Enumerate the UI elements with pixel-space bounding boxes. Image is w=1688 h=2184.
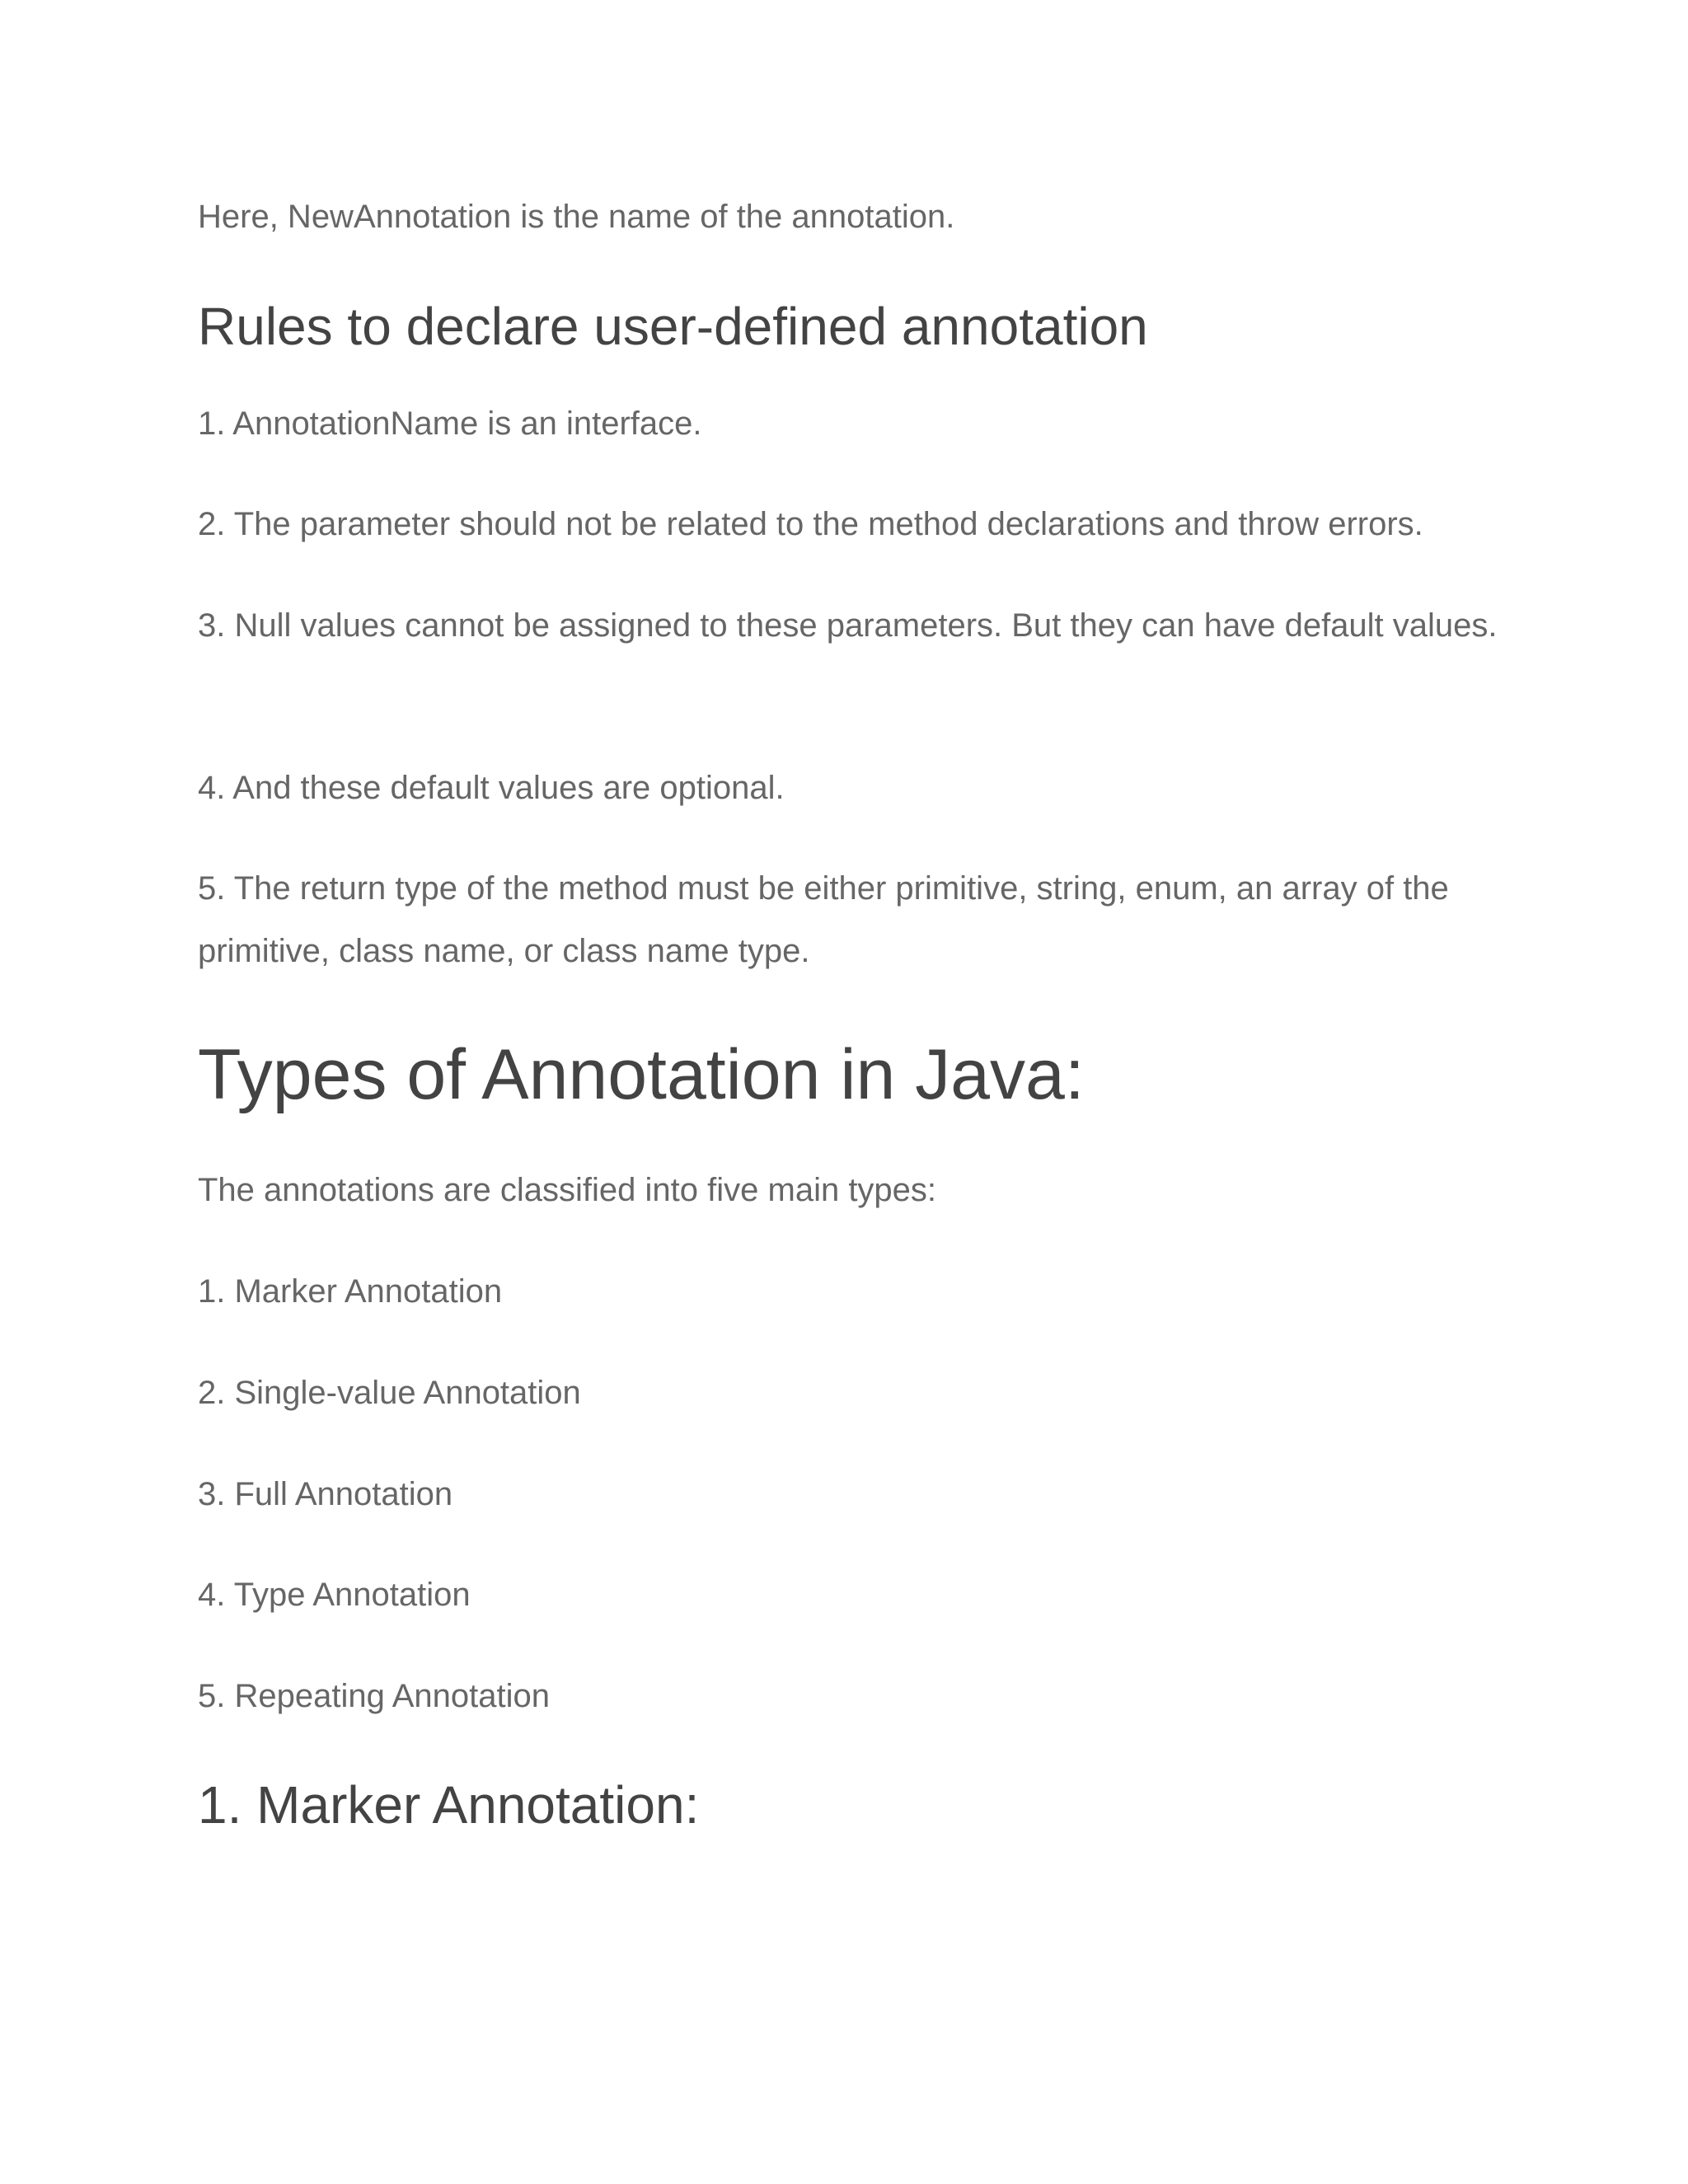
- rules-item-3: 3. Null values cannot be assigned to these parameters. But they can have default values.: [198, 607, 1498, 644]
- types-heading: Types of Annotation in Java:: [198, 1035, 1085, 1114]
- types-item-4: 4. Type Annotation: [198, 1577, 471, 1613]
- rules-item-2: 2. The parameter should not be related to the method declarations and throw errors.: [198, 506, 1423, 542]
- types-item-5: 5. Repeating Annotation: [198, 1678, 551, 1714]
- types-item-1: 1. Marker Annotation: [198, 1273, 503, 1310]
- rules-heading: Rules to declare user-defined annotation: [198, 297, 1148, 356]
- marker-annotation-heading: 1. Marker Annotation:: [198, 1775, 700, 1835]
- rules-item-1: 1. AnnotationName is an interface.: [198, 405, 702, 442]
- types-item-3: 3. Full Annotation: [198, 1476, 453, 1512]
- rules-item-5: 5. The return type of the method must be either primitive, string, enum, an array of the primitive, class name, or class name type.: [198, 870, 1449, 969]
- rules-item-4: 4. And these default values are optional.: [198, 770, 785, 806]
- types-item-2: 2. Single-value Annotation: [198, 1375, 581, 1411]
- types-intro: The annotations are classified into five main types:: [198, 1172, 937, 1208]
- intro-paragraph: Here, NewAnnotation is the name of the annotation.: [198, 199, 955, 235]
